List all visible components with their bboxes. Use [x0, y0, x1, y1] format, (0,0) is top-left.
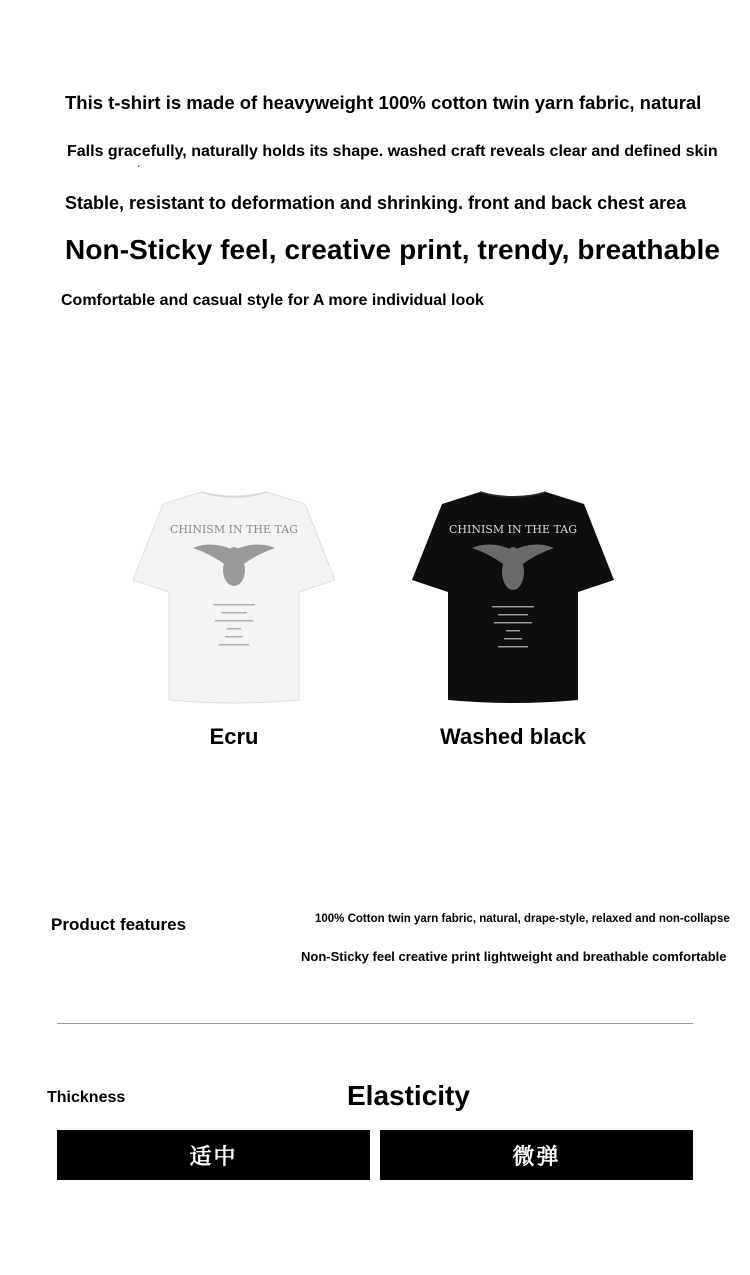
product-feature-item-1: 100% Cotton twin yarn fabric, natural, drape-style, relaxed and non-collapse — [315, 913, 730, 925]
tshirt-ecru-image — [131, 488, 337, 708]
product-features-title: Product features — [51, 915, 187, 934]
product-feature-item-2: Non-Sticky feel creative print lightweight and breathable comfortable — [301, 949, 727, 964]
color-label-ecru: Ecru — [209, 724, 259, 749]
description-line-1: This t-shirt is made of heavyweight 100% cotton twin yarn fabric, natural — [65, 92, 702, 113]
elasticity-value-bar — [380, 1130, 693, 1180]
description-line-5: Comfortable and casual style for A more individual look — [61, 292, 484, 309]
tshirt-black-print-title: CHINISM IN THE TAG — [448, 523, 578, 536]
tshirt-washed-black-image — [410, 488, 616, 708]
thickness-value-bar — [57, 1130, 370, 1180]
elasticity-value: 微弹 — [512, 1144, 561, 1170]
section-divider — [57, 1023, 693, 1024]
description-headline: Non-Sticky feel, creative print, trendy, breathable — [65, 234, 720, 265]
description-line-3: Stable, resistant to deformation and shrinking. front and back chest area — [65, 193, 687, 213]
thickness-label: Thickness — [47, 1089, 126, 1106]
elasticity-label: Elasticity — [347, 1080, 470, 1111]
color-label-washed-black: Washed black — [440, 724, 586, 749]
description-line-2-tick: ˊ — [137, 165, 141, 176]
thickness-value: 适中 — [189, 1144, 238, 1170]
description-line-2: Falls gracefully, naturally holds its shape. washed craft reveals clear and defined skin — [67, 143, 718, 160]
tshirt-ecru-print-title: CHINISM IN THE TAG — [169, 523, 299, 536]
